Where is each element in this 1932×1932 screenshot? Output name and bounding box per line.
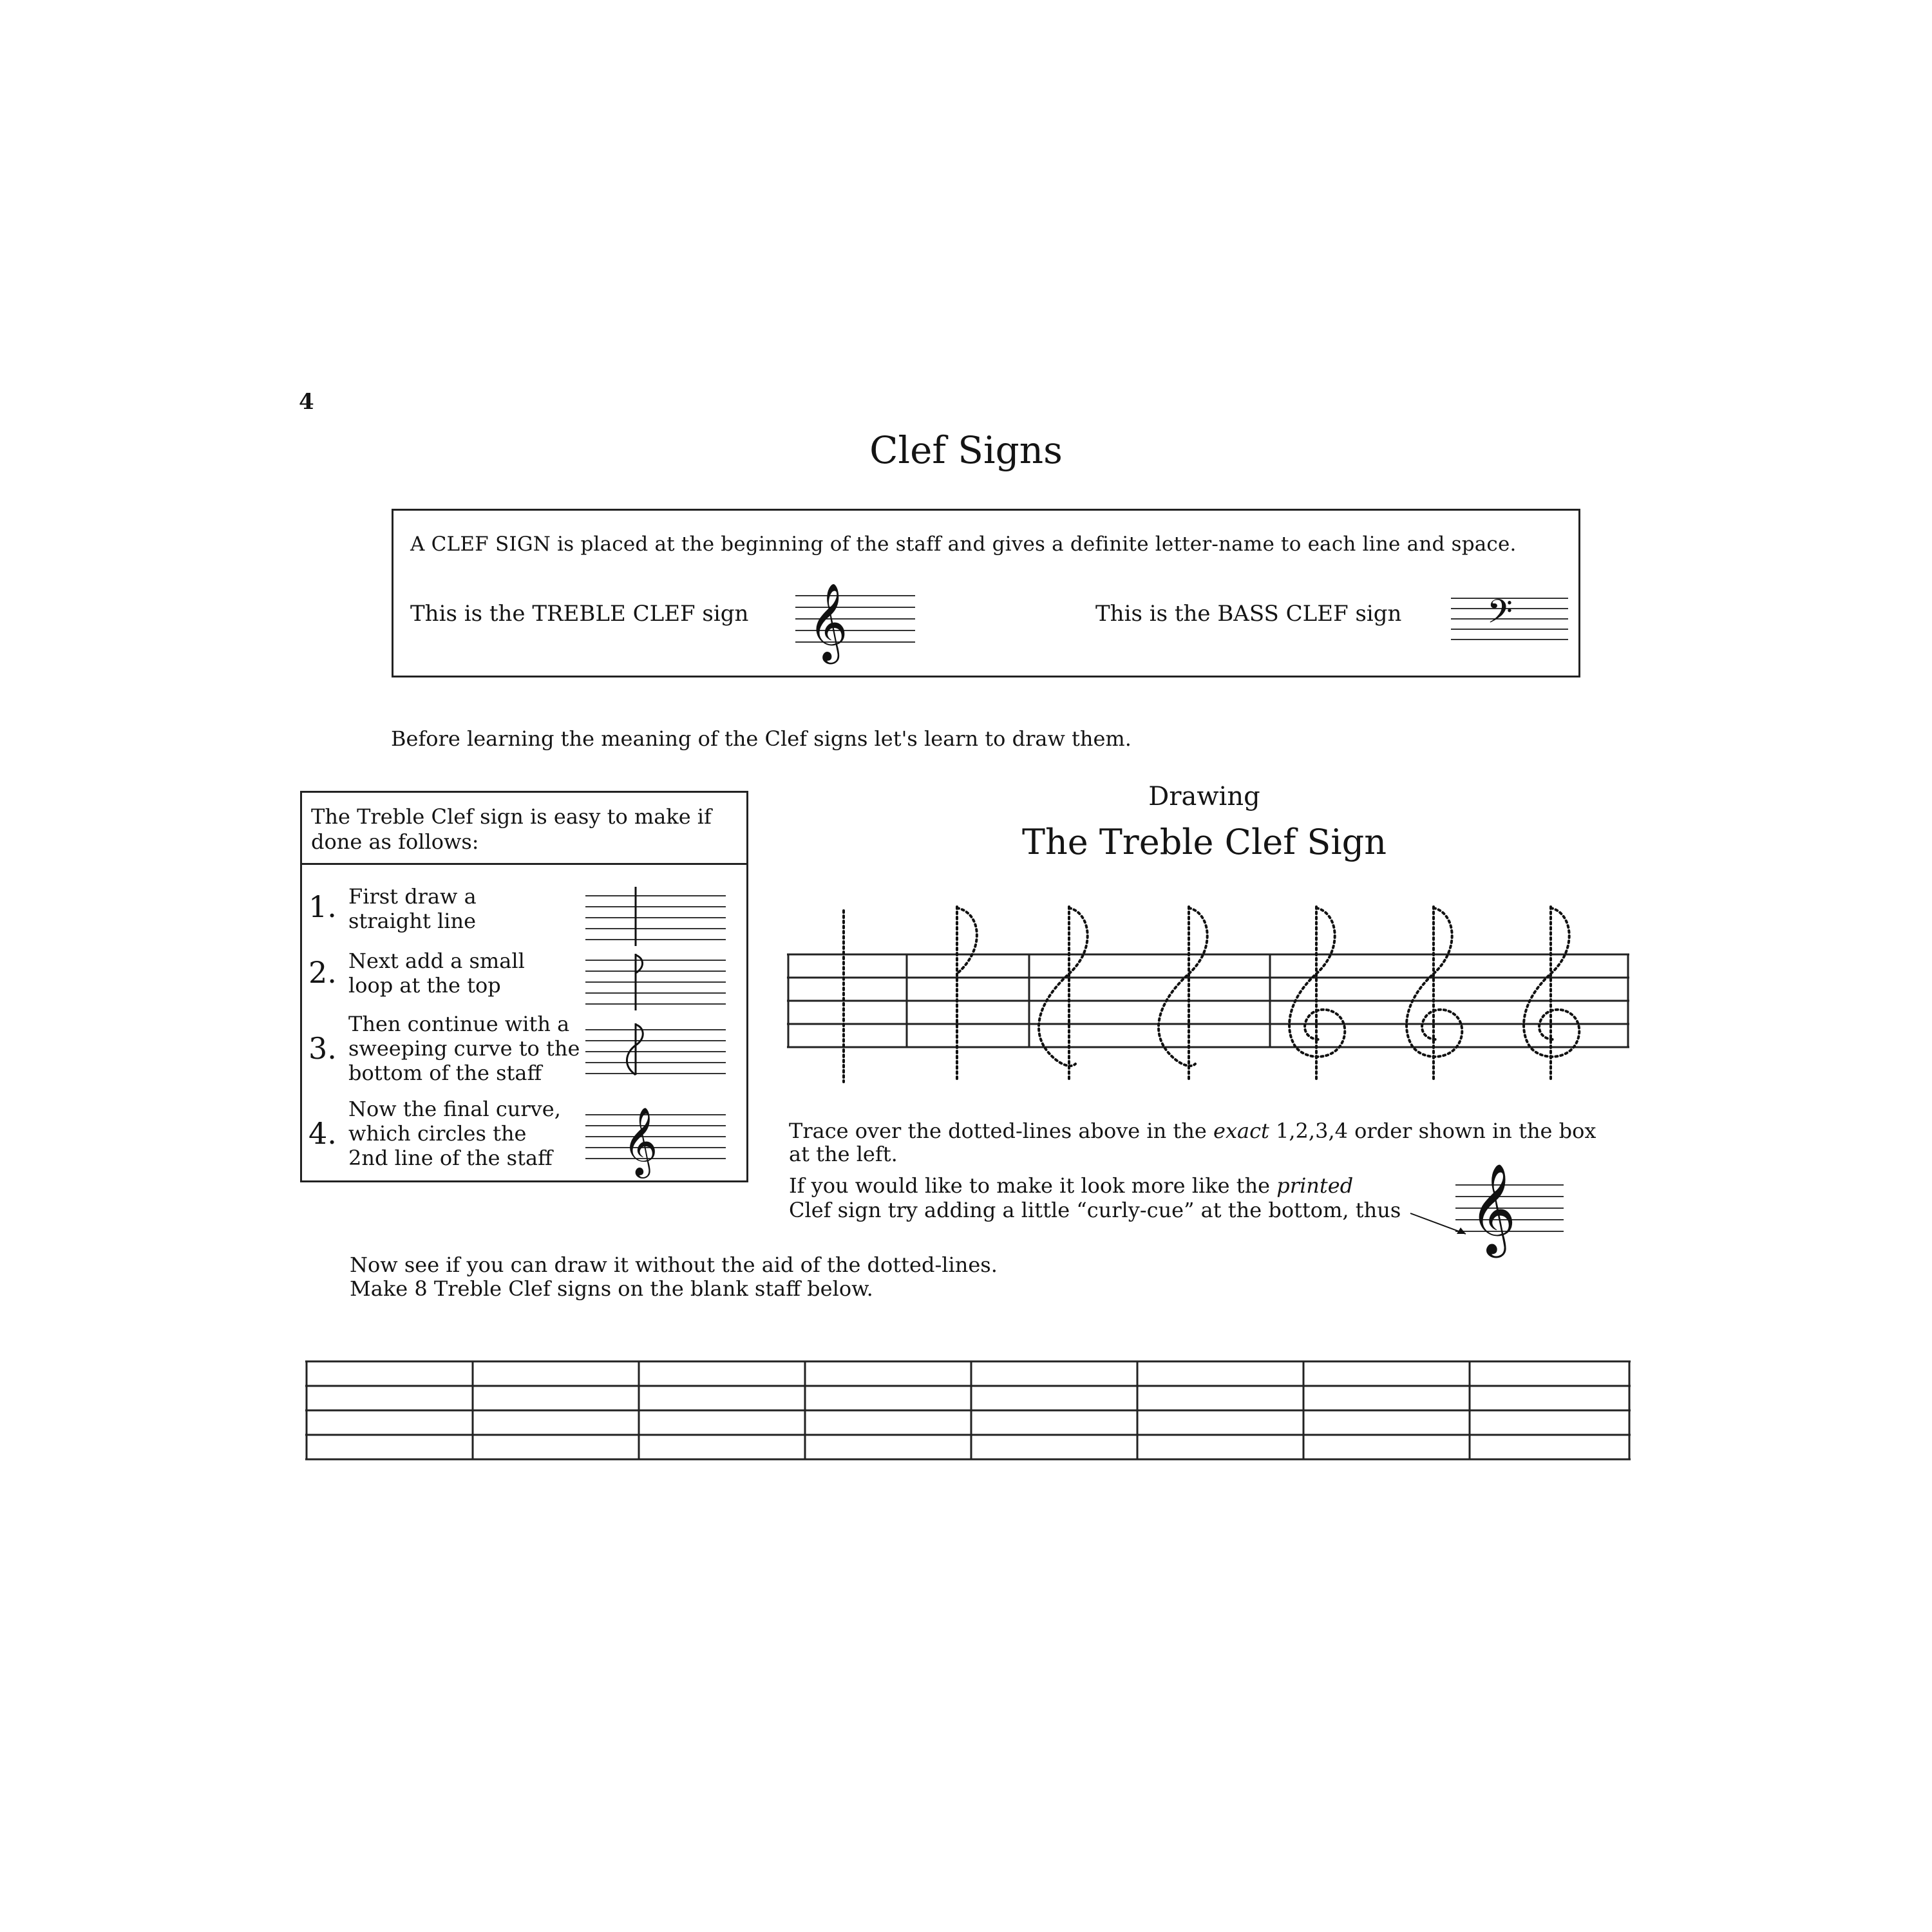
clef-definition-text: A CLEF SIGN is placed at the beginning of the staff and gives a definite letter-name to each line and space.	[410, 533, 1517, 556]
trace-step-4-a	[1289, 907, 1345, 1082]
now-text-line-2: Make 8 Treble Clef signs on the blank staff below.	[350, 1276, 873, 1301]
step-2-line-2: loop at the top	[348, 973, 501, 998]
step-3-line-1: Then continue with a	[348, 1012, 570, 1036]
step-2-number: 2.	[308, 955, 337, 990]
bass-clef-label: This is the BASS CLEF sign	[1095, 601, 1402, 627]
bass-clef-icon: 𝄢	[1487, 592, 1513, 639]
step-1-staff	[585, 889, 727, 947]
drawing-subtitle: Drawing	[1148, 782, 1260, 811]
trace-step-3-b	[1159, 907, 1208, 1082]
treble-clef-label: This is the TREBLE CLEF sign	[410, 601, 749, 627]
treble-steps-box	[300, 791, 748, 1182]
treble-clef-icon: 𝄞	[808, 582, 848, 661]
printed-clef-example	[1410, 1159, 1565, 1256]
trace-text-a: Trace over the dotted-lines above in the	[789, 1119, 1213, 1143]
blank-staff[interactable]	[305, 1359, 1632, 1468]
step-4-treble-clef-icon: 𝄞	[623, 1106, 658, 1175]
trace-text-line-2: at the left.	[789, 1142, 898, 1166]
treble-clef-example-staff	[794, 582, 916, 661]
step-3-line-2: sweeping curve to the	[348, 1036, 580, 1061]
draw-without-aid-instructions	[350, 1253, 998, 1301]
steps-header-line-2: done as follows:	[311, 829, 479, 854]
trace-step-4-c	[1524, 907, 1579, 1082]
trace-text-exact: exact	[1213, 1119, 1269, 1143]
step-4-number: 4.	[308, 1116, 337, 1151]
step-4-text	[348, 1097, 561, 1170]
step-1-number: 1.	[308, 889, 337, 924]
step-2-text	[348, 949, 525, 998]
step-1-text	[348, 884, 477, 933]
clef-intro-box	[392, 509, 1580, 677]
page-number: 4	[299, 389, 314, 415]
curly-cue-instructions	[789, 1173, 1401, 1222]
step-4-staff	[585, 1106, 727, 1175]
trace-step-2	[957, 907, 977, 1082]
curly-cue-arrow	[1410, 1213, 1466, 1234]
step-4-line-1: Now the final curve,	[348, 1097, 561, 1121]
step-2-staff	[585, 954, 727, 1012]
trace-step-3-a	[1039, 907, 1088, 1082]
step-3-line-3: bottom of the staff	[348, 1061, 542, 1085]
step-4-line-2: which circles the	[348, 1121, 527, 1146]
step-1-line-1: First draw a	[348, 884, 477, 909]
steps-header-line-1: The Treble Clef sign is easy to make if	[311, 804, 712, 829]
before-learning-text: Before learning the meaning of the Clef signs let's learn to draw them.	[391, 726, 1132, 751]
steps-header	[302, 793, 746, 865]
curly-text-printed: printed	[1276, 1173, 1354, 1198]
trace-step-4-b	[1406, 907, 1462, 1082]
step-1-line-2: straight line	[348, 909, 477, 933]
step-3-number: 3.	[308, 1031, 337, 1066]
step-3-staff	[585, 1023, 727, 1081]
printed-treble-clef-icon: 𝄞	[1470, 1162, 1517, 1254]
step-3-text	[348, 1012, 580, 1085]
page-title: Clef Signs	[869, 428, 1063, 472]
drawing-title: The Treble Clef Sign	[1022, 822, 1387, 862]
curly-text-a: If you would like to make it look more like the	[789, 1173, 1277, 1198]
step-4-line-3: 2nd line of the staff	[348, 1146, 553, 1170]
now-text-line-1: Now see if you can draw it without the aid of the dotted-lines.	[350, 1253, 998, 1277]
curly-text-line-2: Clef sign try adding a little “curly-cue” at the bottom, thus	[789, 1198, 1401, 1222]
bass-clef-example-staff	[1450, 593, 1569, 651]
step-2-line-1: Next add a small	[348, 949, 525, 973]
trace-text-b: 1,2,3,4 order shown in the box	[1269, 1119, 1596, 1143]
tracing-staff	[787, 902, 1631, 1095]
